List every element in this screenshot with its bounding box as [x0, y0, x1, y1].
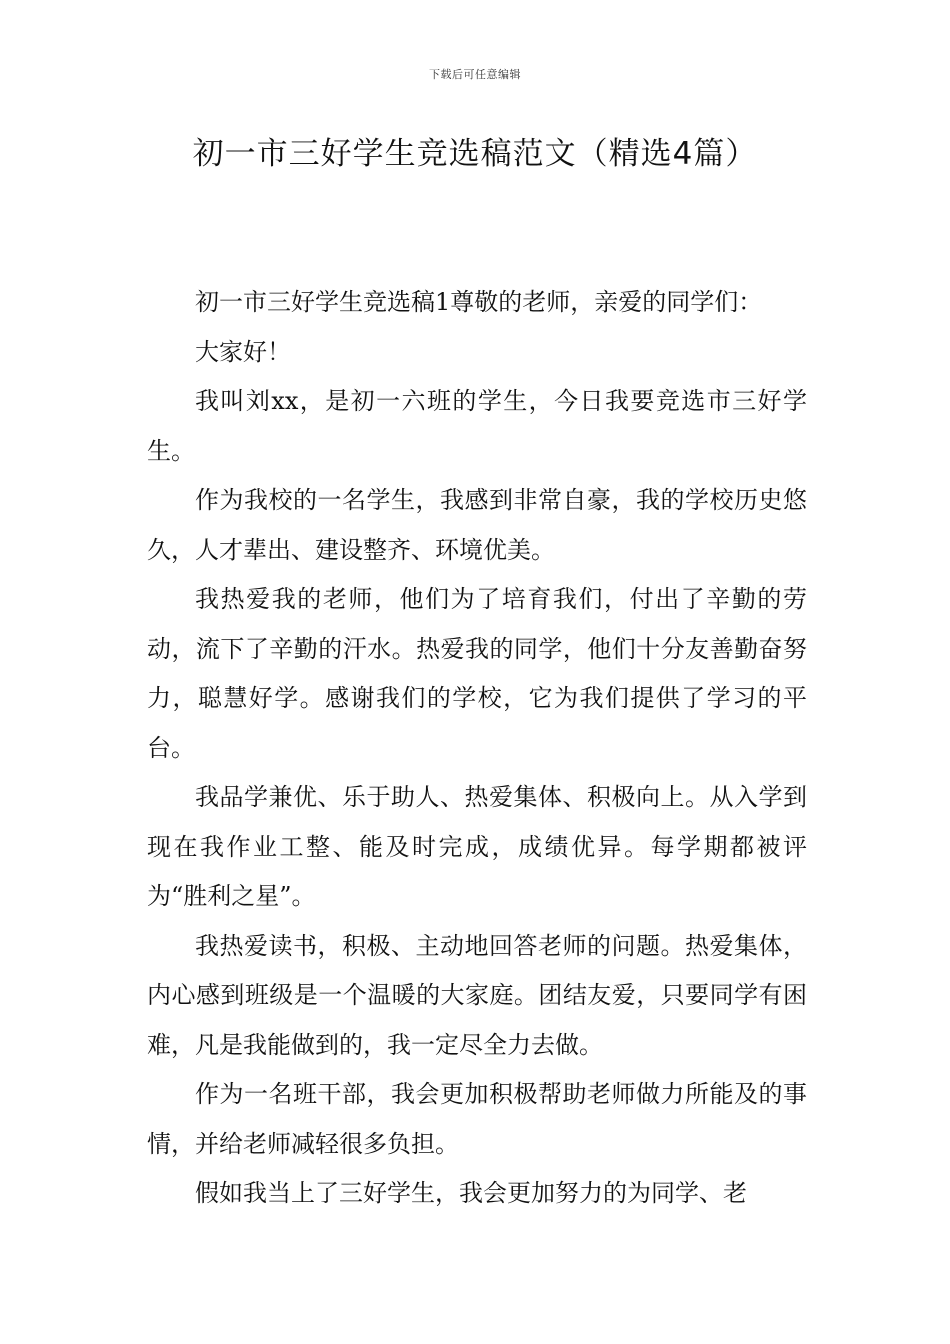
header-note: 下载后可任意编辑 — [429, 68, 521, 81]
document-title: 初一市三好学生竞选稿范文（精选4篇） — [192, 136, 758, 172]
paragraph: 我叫刘xx，是初一六班的学生，今日我要竞选市三好学生。 — [147, 387, 807, 465]
paragraph: 我热爱我的老师，他们为了培育我们，付出了辛勤的劳动，流下了辛勤的汗水。热爱我的同学，他们十分友善勤奋努力，聪慧好学。感谢我们的学校，它为我们提供了学习的平台。 — [147, 585, 807, 762]
paragraph: 大家好！ — [195, 337, 291, 366]
paragraph: 假如我当上了三好学生，我会更加努力的为同学、老 — [195, 1179, 747, 1207]
paragraph: 我品学兼优、乐于助人、热爱集体、积极向上。从入学到现在我作业工整、能及时完成，成绩优异。每学期都被评为“胜利之星”。 — [147, 783, 807, 910]
paragraph: 我热爱读书，积极、主动地回答老师的问题。热爱集体，内心感到班级是一个温暖的大家庭。团结友爱，只要同学有困难，凡是我能做到的，我一定尽全力去做。 — [147, 931, 807, 1059]
paragraph: 初一市三好学生竞选稿1尊敬的老师，亲爱的同学们： — [195, 288, 763, 316]
paragraph: 作为我校的一名学生，我感到非常自豪，我的学校历史悠久，人才辈出、建设整齐、环境优美。 — [147, 486, 807, 564]
document-body — [147, 278, 807, 1219]
paragraph: 作为一名班干部，我会更加积极帮助老师做力所能及的事情，并给老师减轻很多负担。 — [147, 1080, 807, 1158]
